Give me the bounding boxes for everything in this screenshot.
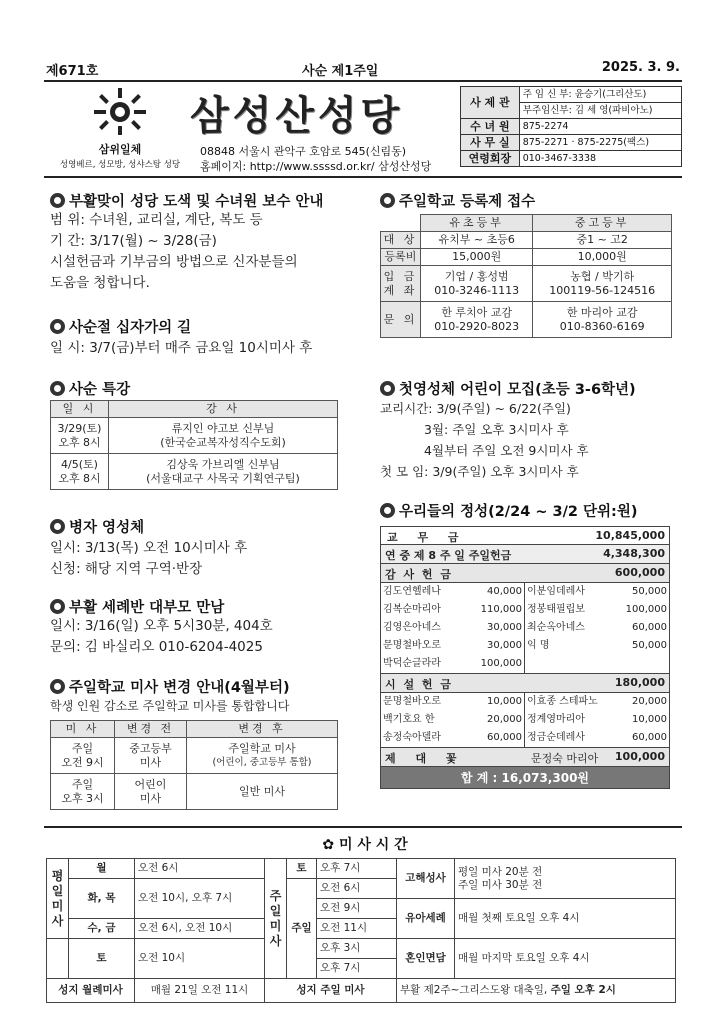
mass-times-title: ✿ 미 사 시 간 bbox=[322, 837, 408, 853]
section-first-communion: 첫영성체 어린이 모집(초등 3-6학년) bbox=[380, 378, 636, 399]
parish-address: 08848 서울시 관악구 호암로 545(신림동) bbox=[200, 145, 407, 158]
issue-date: 2025. 3. 9. bbox=[601, 60, 680, 75]
liturgical-week: 사순 제1주일 bbox=[302, 64, 379, 79]
convent-label: 수 녀 원 bbox=[461, 119, 520, 135]
offering-entry: 백기호요 한 20,000 bbox=[381, 711, 525, 729]
section-lecture: 사순 특강 bbox=[50, 378, 130, 399]
offering-entry: 송정숙아델라 60,000 bbox=[381, 729, 525, 747]
section-renovation: 부활맞이 성당 도색 및 수녀원 보수 안내 bbox=[50, 190, 323, 211]
lecture-table: 일 시 강 사 3/29(토) 오후 8시 류지인 야고보 신부님 (한국순교복자성직수도회) 4/5(토) 오후 8시 김상욱 가브리엘 신부님 (서울대교구 사목국 기획연구팀) bbox=[50, 400, 338, 490]
office-phone: 875-2271 · 875-2275(팩스) bbox=[519, 135, 681, 151]
offering-entry: 정봉태필립보 100,000 bbox=[527, 604, 667, 615]
bullet-icon bbox=[380, 381, 395, 396]
section-sunday-school-mass: 주일학교 미사 변경 안내(4월부터) bbox=[50, 676, 290, 697]
offering-entry: 정계영마리아 10,000 bbox=[527, 714, 667, 725]
offering-entry: 정금순데레사 60,000 bbox=[527, 732, 667, 743]
offering-entry: 이효종 스테파노 20,000 bbox=[527, 696, 667, 707]
bullet-icon bbox=[50, 319, 65, 334]
bullet-icon bbox=[50, 599, 65, 614]
convent-phone: 875-2274 bbox=[519, 119, 681, 135]
office-label: 사 무 실 bbox=[461, 135, 520, 151]
assistant-pastor: 부주임신부: 김 세 영(파비아노) bbox=[519, 103, 681, 119]
first-communion-body: 교리시간: 3/9(주일) ~ 6/22(주일) 3월: 주일 오후 3시미사 후 4월부터 주일 오전 9시미사 후 첫 모 임: 3/9(주일) 오후 3시미사 후 bbox=[380, 401, 589, 479]
top-rule bbox=[44, 80, 682, 82]
section-godparents: 부활 세례반 대부모 만남 bbox=[50, 596, 224, 617]
offering-entry: 김도연헬레나 40,000 bbox=[381, 583, 525, 601]
renovation-body: 범 위: 수녀원, 교리실, 계단, 복도 등 기 간: 3/17(월) ~ 3/28(금) 시설헌금과 기부금의 방법으로 신자분들의 도움을 청합니다. bbox=[50, 212, 298, 291]
bullet-icon bbox=[380, 193, 395, 208]
bullet-icon bbox=[50, 679, 65, 694]
sunday-school-mass-note: 학생 인원 감소로 주일학교 미사를 통합합니다 bbox=[50, 699, 290, 713]
offering-entry: 문명철바오로 30,000 bbox=[381, 637, 525, 655]
offerings-table: 교 무 금 10,845,000 연 중 제 8 주 일 주일헌금 4,348,300 감 사 헌 금 600,000 김도연헬레나 40,000 이분임데레사 50,000 김복순마리아 110,000 정봉태필립보 100,000 김영은아네스 30,000 최순옥아네스 60,000 문명철바오로 30,000 익 명 50,000 박덕순글라라 100,000 시 설 헌 금 180,000 문명철바오로 10,000 이효종 스테파노 20,000 백기호요 한 20,000 정계영마리아 10,000 송정숙아델라 60,000 정금순데레사 60,000 제 대 꽃 문정숙 마리아 100,000 합 계 : 16,073,300원 bbox=[380, 526, 670, 789]
offering-entry: 김영은아네스 30,000 bbox=[381, 619, 525, 637]
parish-title: 삼성산성당 bbox=[190, 93, 404, 139]
section-sick-communion: 병자 영성체 bbox=[50, 516, 144, 537]
priest-label: 사 제 관 bbox=[461, 87, 520, 119]
thanks-offering-list bbox=[380, 583, 670, 674]
motto: 삼위일체 bbox=[98, 143, 142, 156]
mass-rule bbox=[44, 826, 682, 828]
offering-entry: 익 명 50,000 bbox=[527, 640, 667, 651]
patron-saints: 성영베르, 성모방, 성샤스탕 성당 bbox=[59, 160, 181, 170]
section-registration: 주일학교 등록제 접수 bbox=[380, 190, 535, 211]
mass-change-table: 미 사 변경 전 변경 후 주일 오전 9시 중고등부 미사 주일학교 미사 (어린이, 중고등부 통합) 주일 오후 3시 어린이 미사 일반 미사 bbox=[50, 720, 338, 810]
offering-entry: 문명철바오로 10,000 bbox=[381, 693, 525, 711]
mass-times-table: 평일미사 월 오전 6시 주일미사 토 오후 7시 고해성사 평일 미사 20분 전 주일 미사 30분 전 화, 목 오전 10시, 오후 7시 주일 오전 6시 오전 9시 유아세례 매월 첫째 토요일 오후 4시 수, 금 오전 6시, 오전 10시 오전 11시 토 오전 10시 오후 3시 혼인면담 매월 마지막 토요일 오후 4시 오후 7시 성지 월례미사 매월 21일 오전 11시 성지 주일 미사 부활 제2주~그리스도왕 대축일, 주일 오후 2시 bbox=[46, 858, 676, 1003]
bullet-icon bbox=[50, 193, 65, 208]
section-stations: 사순절 십자가의 길 bbox=[50, 316, 191, 337]
parish-homepage[interactable]: 홈페이지: http://www.ssssd.or.kr/ 삼성산성당 bbox=[200, 160, 432, 173]
header-rule bbox=[44, 176, 682, 178]
offering-entry: 김복순마리아 110,000 bbox=[381, 601, 525, 619]
offering-entry: 최순옥아네스 60,000 bbox=[527, 622, 667, 633]
offering-entry: 박덕순글라라 100,000 bbox=[381, 655, 525, 673]
bullet-icon bbox=[380, 503, 395, 518]
parish-logo-icon bbox=[92, 86, 148, 136]
godparents-body: 일시: 3/16(일) 오후 5시30분, 404호 문의: 김 바실리오 010-6204-4025 bbox=[50, 618, 273, 655]
contact-table bbox=[460, 86, 682, 167]
offering-entry: 이분임데레사 50,000 bbox=[527, 586, 667, 597]
top-bar bbox=[46, 60, 680, 79]
pastor: 주 임 신 부: 윤승기(그리산도) bbox=[519, 87, 681, 103]
section-offerings: 우리들의 정성(2/24 ~ 3/2 단위:원) bbox=[380, 500, 638, 521]
registration-table: 유초등부 중고등부 대 상 유치부 ~ 초등6 중1 ~ 고2 등록비 15,000원 10,000원 입 금 계 좌 기업 / 홍성범 010-3246-1113 농협 / 박기하 100119-56-124516 문 의 한 루치아 교감 010-2920-8023 한 마리아 교감 010-8360-6169 bbox=[380, 214, 672, 338]
facility-offering-list bbox=[380, 693, 670, 748]
bullet-icon bbox=[50, 519, 65, 534]
stations-body: 일 시: 3/7(금)부터 매주 금요일 10시미사 후 bbox=[50, 340, 313, 356]
council-label: 연령회장 bbox=[461, 151, 520, 167]
offering-total: 합 계 : 16,073,300원 bbox=[380, 767, 670, 789]
bullet-icon bbox=[50, 381, 65, 396]
council-phone: 010-3467-3338 bbox=[519, 151, 681, 167]
issue-number: 제671호 bbox=[46, 64, 99, 79]
offering-entry bbox=[525, 655, 669, 673]
sick-communion-body: 일시: 3/13(목) 오전 10시미사 후 신청: 해당 지역 구역·반장 bbox=[50, 540, 248, 577]
